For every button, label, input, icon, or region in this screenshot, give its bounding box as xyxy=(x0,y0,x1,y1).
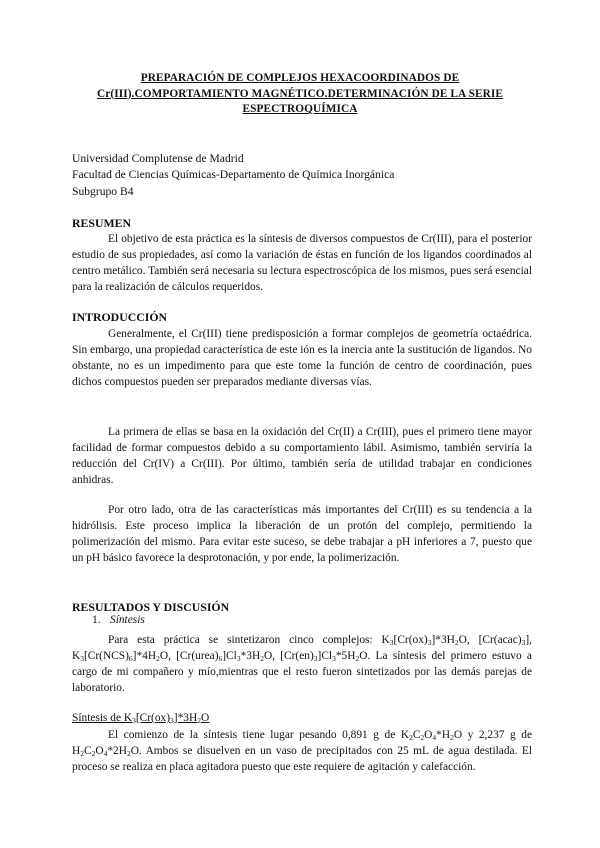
title-line-1: PREPARACIÓN DE COMPLEJOS HEXACOORDINADOS DE xyxy=(140,72,460,84)
faculty-name: Facultad de Ciencias Químicas-Departamento de Química Inorgánica xyxy=(72,168,395,181)
resultados-text-2: El comienzo de la síntesis tiene lugar pesando 0,891 g de $K_2C_2O_4*H_2O$ y 2,237 g de $H_2C_2O_4*2H_2O$. Ambos se disuelven en un vaso de precipitados con 25 mL de agua destilada. El proceso se realiza en placa agitadora puesto que este requiere de agitación y calefacción. xyxy=(72,729,532,773)
introduccion-heading: INTRODUCCIÓN xyxy=(72,310,168,324)
resultados-paragraph-2 xyxy=(72,727,532,775)
resultados-paragraph-1 xyxy=(72,632,532,696)
synthesis-subtitle: Síntesis de $K_3[Cr(ox)_3]*3H_2O$ xyxy=(72,712,210,725)
resultados-heading: RESULTADOS Y DISCUSIÓN xyxy=(72,600,230,614)
subsection-sintesis xyxy=(92,614,145,626)
subgroup-label: Subgrupo B4 xyxy=(72,185,134,198)
title-line-2: Cr(III).COMPORTAMIENTO MAGNÉTICO.DETERMINACIÓN DE LA SERIE xyxy=(96,87,504,100)
intro-paragraph-2 xyxy=(72,424,532,488)
intro-text-1: Generalmente, el Cr(III) tiene predisposición a formar complejos de geometría octaédrica. Sin embargo, una propiedad característica de este ión es la inercia ante la sustitución de ligandos. No obstante, no es un impedimento para que este tome la función de centro de coordinación, pues dichos compuestos pueden ser preparados mediante diversas vías. xyxy=(72,328,532,388)
resumen-text: El objetivo de esta práctica es la síntesis de diversos compuestos de Cr(III), para el posterior estudio de sus propiedades, así como la variación de éstas en función de los ligandos coordinados al centro metálico. También será necesaria su lectura espectroscópica de los mismos, pues será esencial para la realización de cálculos requeridos. xyxy=(72,233,532,293)
resumen-paragraph xyxy=(72,231,532,295)
subsection-number: 1. xyxy=(92,614,101,626)
university-name: Universidad Complutense de Madrid xyxy=(72,152,244,165)
intro-paragraph-3 xyxy=(72,502,532,566)
intro-paragraph-1 xyxy=(72,326,532,390)
intro-text-2: La primera de ellas se basa en la oxidación del Cr(II) a Cr(III), pues el primero tiene mayor facilidad de formar compuestos debido a su comportamiento lábil. Asimismo, también serviría la reducción del Cr(IV) a Cr(III). Por último, también sería de utilidad trabajar en condiciones anhidras. xyxy=(72,426,532,486)
subsection-label: Síntesis xyxy=(110,614,145,626)
resumen-heading: RESUMEN xyxy=(72,216,131,230)
title-line-3: ESPECTROQUÍMICA xyxy=(242,103,358,116)
document-title xyxy=(60,71,540,118)
resultados-text-1: Para esta práctica se sintetizaron cinco complejos: $K_3[Cr(ox)_3]*3H_2O$, $[Cr(acac)_3]$, $K_3[Cr(NCS)_6]*4H_2O$, $[Cr(urea)_6]Cl_3*3H_2O$, $[Cr(en)_3]Cl_3*5H_2O$. La síntesis del primero estuvo a cargo de mi compañero y mío,mientras que el resto fueron sintetizados por las demás parejas de laboratorio. xyxy=(72,634,532,694)
intro-text-3: Por otro lado, otra de las características más importantes del Cr(III) es su tendencia a la hidrólisis. Este proceso implica la liberación de un protón del complejo, permitiendo la polimerización del mismo. Para evitar este suceso, se debe trabajar a pH inferiores a 7, puesto que un pH básico favorece la desprotonación, y por ende, la polimerización. xyxy=(72,504,532,564)
